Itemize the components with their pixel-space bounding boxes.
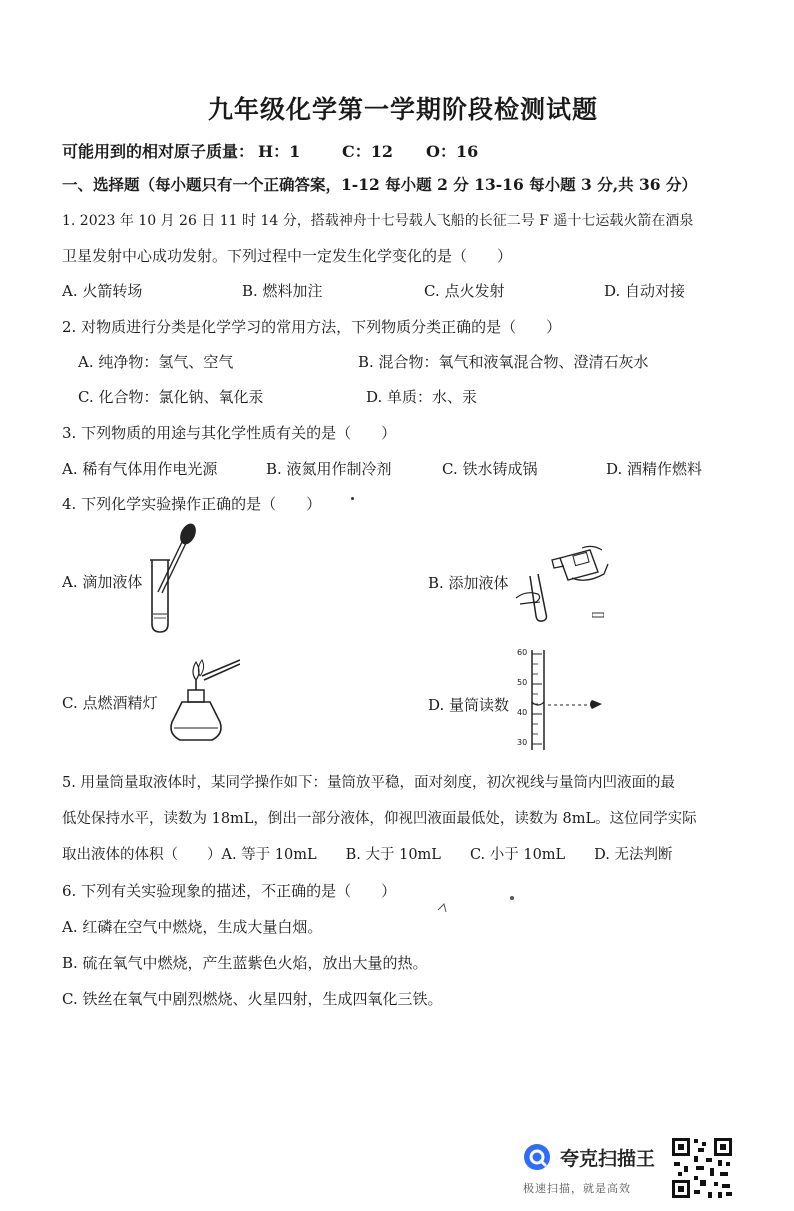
cylinder-tick-50: 50 (517, 678, 528, 687)
q4-option-b: B. 添加液体 (428, 574, 509, 592)
q2-option-d: D. 单质：水、汞 (366, 388, 478, 406)
atomic-mass-h: H：1 (258, 142, 301, 161)
q1-option-a: A. 火箭转场 (62, 282, 143, 300)
atomic-mass-label: 可能用到的相对原子质量： (62, 142, 255, 161)
q2-option-c: C. 化合物：氯化钠、氧化汞 (78, 388, 264, 406)
q3-option-a: A. 稀有气体用作电光源 (62, 460, 218, 478)
page-title: 九年级化学第一学期阶段检测试题 (208, 95, 599, 124)
quark-logo-icon (522, 1142, 552, 1172)
q3-option-c: C. 铁水铸成锅 (442, 460, 538, 478)
q4-option-a: A. 滴加液体 (62, 573, 143, 591)
q1-line1: 1. 2023 年 10 月 26 日 11 时 14 分，搭载神舟十七号载人飞船的长征二号 F 遥十七运载火箭在酒泉 (62, 213, 694, 229)
q6-option-c: C. 铁丝在氧气中剧烈燃烧、火星四射，生成四氧化三铁。 (62, 990, 443, 1008)
section-header: 一、选择题（每小题只有一个正确答案，1-12 每小题 2 分 13-16 每小题 3 分,共 36 分） (62, 175, 697, 194)
q1-option-b: B. 燃料加注 (242, 282, 323, 300)
q1-option-c: C. 点火发射 (424, 282, 505, 300)
q2-stem: 2. 对物质进行分类是化学学习的常用方法，下列物质分类正确的是（ ） (62, 318, 562, 336)
q2-option-a: A. 纯净物：氢气、空气 (78, 353, 234, 371)
atomic-mass-c: C：12 (342, 142, 394, 161)
cylinder-tick-30: 30 (517, 738, 528, 747)
watermark-brand: 夸克扫描王 (560, 1148, 656, 1170)
alcohol-lamp-figure (160, 654, 240, 746)
cylinder-tick-40: 40 (517, 708, 528, 717)
q2-option-b: B. 混合物：氧气和液氧混合物、澄清石灰水 (358, 353, 649, 371)
q4-stem: 4. 下列化学实验操作正确的是（ ） (62, 495, 322, 513)
q1-option-d: D. 自动对接 (604, 282, 686, 300)
q4-option-c: C. 点燃酒精灯 (62, 694, 158, 712)
q3-stem: 3. 下列物质的用途与其化学性质有关的是（ ） (62, 424, 397, 442)
qr-code-icon (670, 1136, 734, 1200)
cylinder-tick-60: 60 (517, 648, 528, 657)
q5-line3: 取出液体的体积（ ）A. 等于 10mL B. 大于 10mL C. 小于 10mL D. 无法判断 (62, 847, 673, 863)
watermark-slogan: 极速扫描，就是高效 (523, 1182, 631, 1195)
q6-stem: 6. 下列有关实验现象的描述，不正确的是（ ） (62, 882, 397, 900)
scan-speck (351, 497, 354, 500)
q3-option-d: D. 酒精作燃料 (606, 460, 703, 478)
scan-speck-b (592, 612, 604, 618)
dropper-tube-figure (140, 522, 200, 637)
q1-line2: 卫星发射中心成功发射。下列过程中一定发生化学变化的是（ ） (62, 247, 513, 265)
q4-option-d: D. 量筒读数 (428, 696, 510, 714)
q3-option-b: B. 液氮用作制冷剂 (266, 460, 392, 478)
q6-option-b: B. 硫在氧气中燃烧，产生蓝紫色火焰，放出大量的热。 (62, 954, 428, 972)
q5-line1: 5. 用量筒量取液体时，某同学操作如下：量筒放平稳，面对刻度，初次视线与量筒内凹液面的最 (62, 775, 675, 791)
scan-specks-q6 (436, 894, 526, 916)
q6-option-a: A. 红磷在空气中燃烧，生成大量白烟。 (62, 918, 323, 936)
atomic-mass-o: O：16 (426, 142, 479, 161)
q5-line2: 低处保持水平，读数为 18mL，倒出一部分液体，仰视凹液面最低处，读数为 8mL。这位同学实际 (62, 811, 697, 827)
